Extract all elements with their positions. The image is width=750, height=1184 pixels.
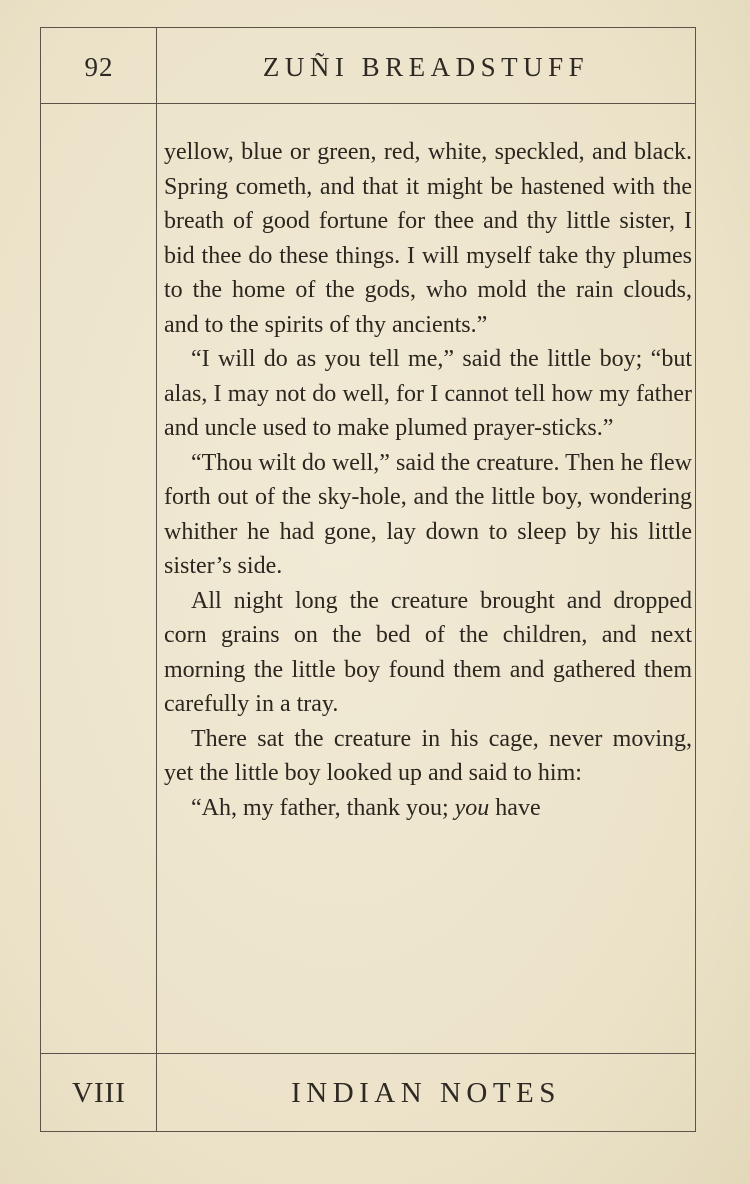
paragraph: yellow, blue or green, red, white, speckled, and black. Spring cometh, and that it might be hastened with the breath of good fortune for thee and thy little sister, I bid thee do these things. I will myself take thy plumes to the home of the gods, who mold the rain clouds, and to the spirits of thy ancients.”: [164, 139, 692, 338]
running-title: ZUÑI BREADSTUFF: [262, 52, 590, 82]
right-rule: [695, 27, 696, 1132]
last-paragraph-end: have: [489, 794, 541, 821]
left-rule: [40, 27, 41, 1132]
page-number: 92: [84, 52, 114, 82]
bottom-rule: [40, 1131, 696, 1132]
column-divider: [156, 27, 157, 1132]
body-text: [164, 135, 692, 825]
chapter-numeral: VIII: [72, 1077, 126, 1109]
series-title: INDIAN NOTES: [291, 1077, 561, 1109]
top-rule: [40, 27, 696, 28]
italic-emphasis: you: [454, 794, 490, 821]
last-paragraph-start: “Ah, my father, thank you;: [191, 794, 455, 821]
paragraph: “Thou wilt do well,” said the creature. Then he flew forth out of the sky-hole, and the little boy, wondering whither he had gone, lay down to sleep by his little sister’s side.: [164, 449, 692, 579]
paragraph-last: [164, 791, 692, 826]
footer-top-rule: [40, 1053, 696, 1054]
paragraph: All night long the creature brought and dropped corn grains on the bed of the children, and next morning the little boy found them and gathered them carefully in a tray.: [164, 587, 692, 717]
paragraph: “I will do as you tell me,” said the little boy; “but alas, I may not do well, for I cannot tell how my father and uncle used to make plumed prayer-sticks.”: [164, 346, 692, 441]
header-divider: [40, 103, 696, 104]
paragraph: There sat the creature in his cage, never moving, yet the little boy looked up and said to him:: [164, 725, 692, 786]
